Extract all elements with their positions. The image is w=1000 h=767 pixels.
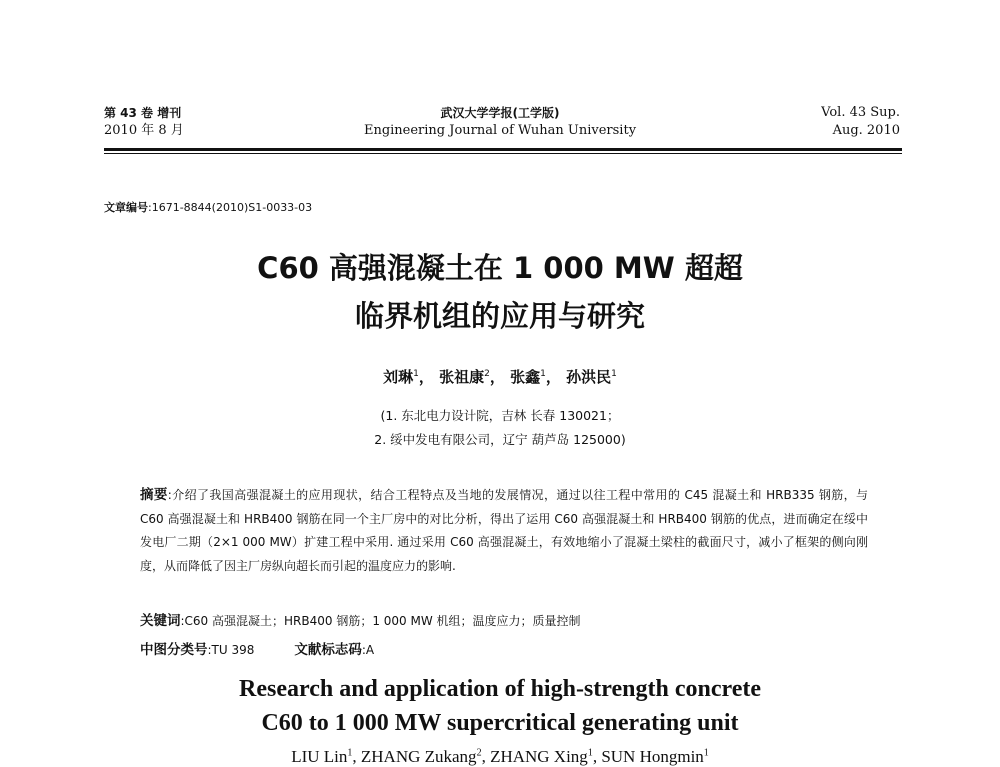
affiliation-1: (1. 东北电力设计院，吉林 长春 130021；: [380, 408, 620, 423]
keywords-text: :C60 高强混凝土；HRB400 钢筋；1 000 MW 机组；温度应力；质量控制: [180, 614, 581, 628]
author-affiliation-mark: 1: [611, 369, 617, 379]
article-number-label: 文章编号: [104, 201, 148, 214]
keywords-label: 关键词: [140, 613, 181, 629]
affiliation-2: 2. 绥中发电有限公司，辽宁 葫芦岛 125000): [374, 432, 626, 447]
author-separator: ,: [481, 747, 491, 766]
author-affiliation-mark: 1: [347, 747, 353, 759]
volume-supplement: Vol. 43 Sup.: [821, 105, 900, 120]
author-cn: 孙洪民: [566, 368, 612, 386]
author-en: SUN Hongmin: [601, 747, 704, 766]
journal-name: [300, 104, 700, 140]
classification: [140, 638, 374, 658]
author-affiliation-mark: 1: [587, 747, 593, 759]
author-separator: ，: [418, 368, 434, 386]
title-cn-line2: 临界机组的应用与研究: [354, 299, 645, 333]
clc-label: 中图分类号: [140, 642, 208, 658]
author-separator: ,: [352, 747, 361, 766]
title-cn-line1: C60 高强混凝土在 1 000 MW 超超: [257, 251, 743, 285]
authors-en: [100, 747, 900, 767]
publication-date-en: Aug. 2010: [832, 123, 900, 138]
author-separator: ,: [592, 747, 602, 766]
volume-issue: 第 43 卷 增刊: [104, 106, 182, 120]
author-cn: 刘琳: [383, 368, 414, 386]
journal-volume-info: [104, 104, 184, 140]
author-cn: 张鑫: [510, 368, 541, 386]
author-en: ZHANG Zukang: [360, 747, 477, 766]
clc-value: :TU 398: [207, 643, 255, 657]
article-number: [104, 199, 312, 215]
authors-cn: [150, 366, 850, 387]
abstract: [140, 484, 868, 578]
publication-date-cn: 2010 年 8 月: [104, 123, 184, 138]
author-affiliation-mark: 2: [476, 747, 482, 759]
author-affiliation-mark: 1: [413, 369, 419, 379]
author-affiliation-mark: 2: [484, 369, 490, 379]
title-en-line1: Research and application of high-strength concrete: [239, 676, 761, 702]
author-en: ZHANG Xing: [490, 747, 588, 766]
journal-name-cn: 武汉大学学报(工学版): [440, 106, 560, 120]
author-en: LIU Lin: [291, 747, 348, 766]
author-cn: 张祖康: [439, 368, 485, 386]
keywords: [140, 609, 581, 629]
author-affiliation-mark: 1: [540, 369, 546, 379]
abstract-label: 摘要: [140, 487, 168, 503]
article-number-value: :1671-8844(2010)S1-0033-03: [148, 201, 313, 214]
author-affiliation-mark: 1: [703, 747, 709, 759]
doc-code-value: :A: [361, 643, 375, 657]
doc-code-label: 文献标志码: [294, 642, 362, 658]
header-rule-thick: [104, 148, 902, 151]
header-rule-thin: [104, 153, 902, 154]
title-en-line2: C60 to 1 000 MW supercritical generating unit: [261, 710, 739, 736]
journal-name-en: Engineering Journal of Wuhan University: [363, 123, 637, 138]
author-separator: ，: [489, 368, 505, 386]
abstract-text: :介绍了我国高强混凝土的应用现状，结合工程特点及当地的发展情况，通过以往工程中常用的 C45 混凝土和 HRB335 钢筋，与 C60 高强混凝土和 HRB400 钢筋在同一个主厂房中的对比分析，得出了运用 C60 高强混凝土和 HRB400 钢筋的优点，进而确定在绥中发电厂二期（2×1 000 MW）扩建工程中采用. 通过采用 C60 高强混凝土，有效地缩小了混凝土梁柱的截面尺寸，减小了框架的侧向刚度，从而降低了因主厂房纵向超长而引起的温度应力的影响.: [140, 488, 869, 573]
journal-volume-en: [821, 104, 900, 140]
author-separator: ，: [545, 368, 561, 386]
